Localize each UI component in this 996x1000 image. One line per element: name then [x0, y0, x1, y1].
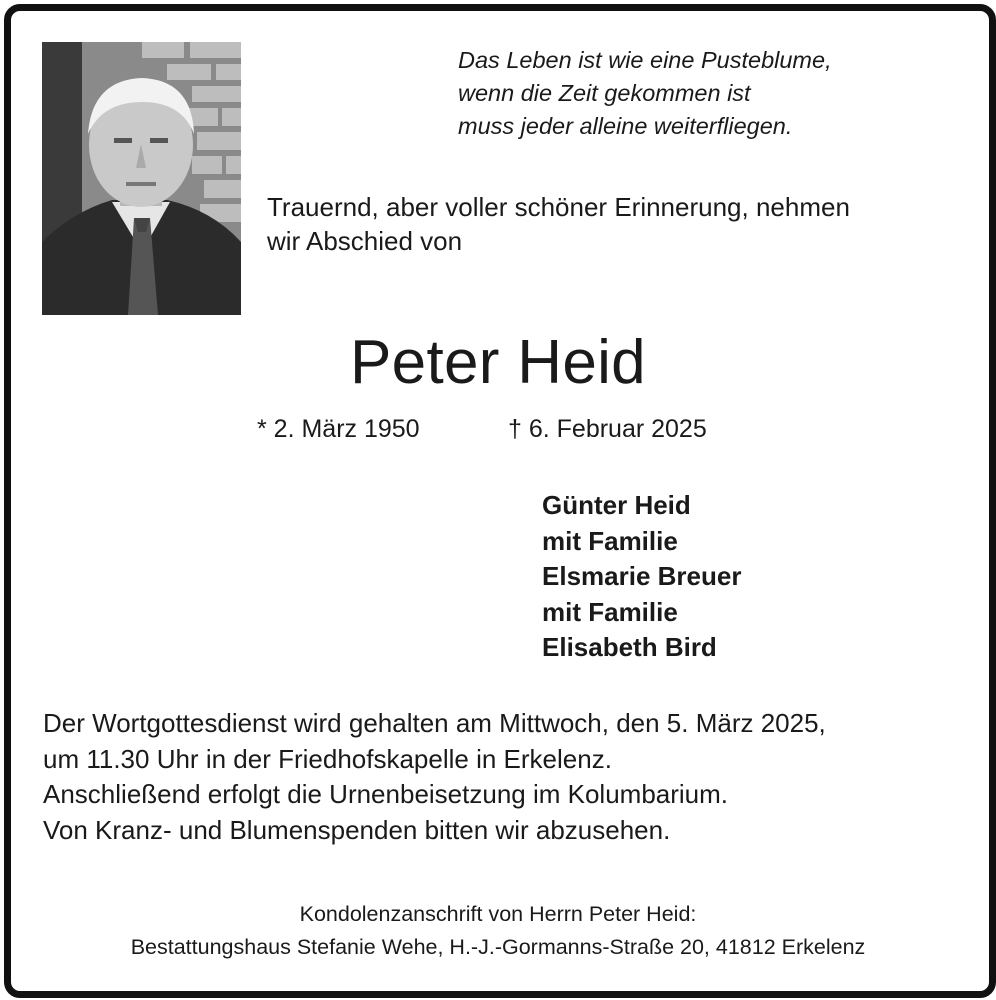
condolence-address — [0, 898, 996, 964]
mourner-line: Elisabeth Bird — [542, 632, 717, 662]
birth-date: * 2. März 1950 — [257, 415, 420, 443]
quote — [458, 44, 832, 143]
quote-line: Das Leben ist wie eine Pusteblume, — [458, 47, 832, 73]
deceased-name: Peter Heid — [350, 328, 646, 397]
mourner-line: Elsmarie Breuer — [542, 561, 742, 591]
quote-line: wenn die Zeit gekommen ist — [458, 80, 751, 106]
service-line: um 11.30 Uhr in der Friedhofskapelle in Erkelenz. — [43, 743, 612, 774]
intro-line: wir Abschied von — [267, 226, 463, 256]
footer-line: Kondolenzanschrift von Herrn Peter Heid: — [299, 902, 697, 926]
mourner-line: Günter Heid — [542, 490, 691, 520]
quote-line: muss jeder alleine weiterfliegen. — [458, 113, 793, 139]
service-line: Der Wortgottesdienst wird gehalten am Mittwoch, den 5. März 2025, — [43, 708, 826, 738]
service-line: Von Kranz- und Blumenspenden bitten wir abzusehen. — [43, 814, 671, 845]
service-details — [43, 706, 826, 848]
mourner-line: mit Familie — [542, 525, 678, 556]
service-line: Anschließend erfolgt die Urnenbeisetzung im Kolumbarium. — [43, 779, 729, 809]
intro-text — [267, 190, 850, 258]
death-date: † 6. Februar 2025 — [508, 415, 707, 443]
intro-line: Trauernd, aber voller schöner Erinnerung, nehmen — [267, 192, 850, 222]
mourner-line: mit Familie — [542, 596, 678, 627]
footer-line: Bestattungshaus Stefanie Wehe, H.-J.-Gormanns-Straße 20, 41812 Erkelenz — [130, 935, 866, 959]
mourners-list — [542, 488, 741, 666]
portrait-photo — [42, 42, 241, 315]
